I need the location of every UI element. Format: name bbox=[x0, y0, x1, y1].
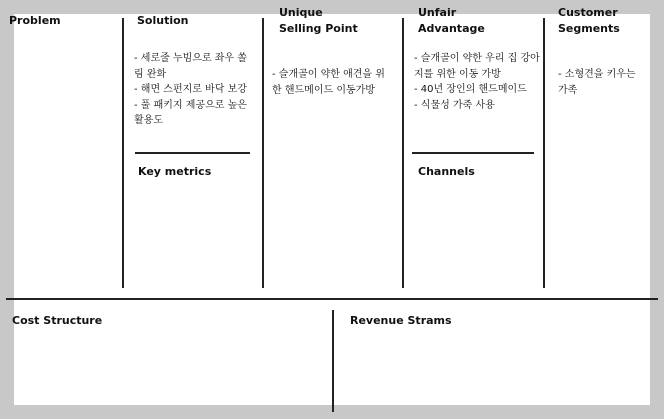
divider-bottom-section bbox=[6, 298, 658, 300]
solution-list bbox=[134, 51, 254, 129]
divider-key-metrics bbox=[135, 152, 250, 154]
divider-problem-solution bbox=[122, 18, 124, 288]
solution-item: - 풀 패키지 제공으로 높은 활용도 bbox=[134, 99, 247, 127]
solution-item: - 해면 스펀지로 바닥 보강 bbox=[134, 84, 247, 96]
usp-title bbox=[279, 5, 358, 37]
unfair-advantage-list bbox=[414, 51, 540, 113]
unfair-advantage-item: - 식물성 가죽 사용 bbox=[414, 99, 495, 111]
unfair-advantage-item: - 슬개골이 약한 우리 집 강아지를 위한 이동 가방 bbox=[414, 53, 540, 80]
problem-title: Problem bbox=[9, 14, 61, 27]
customer-segments-title-line2: Segments bbox=[558, 22, 620, 35]
divider-usp-advantage bbox=[402, 18, 404, 288]
unfair-advantage-title-line1: Unfair bbox=[418, 6, 457, 19]
solution-item: - 세로줄 누빔으로 좌우 쏠림 완화 bbox=[134, 53, 247, 80]
unfair-advantage-item: - 40년 장인의 핸드메이드 bbox=[414, 84, 527, 96]
customer-segments-item: - 소형견을 키우는 가족 bbox=[558, 69, 636, 96]
divider-cost-revenue bbox=[332, 310, 334, 412]
unfair-advantage-title-line2: Advantage bbox=[418, 22, 485, 35]
usp-item: - 슬개골이 약한 애견을 위한 핸드메이드 이동가방 bbox=[272, 69, 385, 96]
divider-channels bbox=[412, 152, 534, 154]
key-metrics-title: Key metrics bbox=[138, 165, 212, 178]
usp-list bbox=[272, 67, 392, 98]
usp-title-line2: Selling Point bbox=[279, 22, 358, 35]
unfair-advantage-title bbox=[418, 5, 485, 37]
customer-segments-title bbox=[558, 5, 620, 37]
revenue-streams-title: Revenue Strams bbox=[350, 314, 452, 327]
solution-title: Solution bbox=[137, 14, 189, 27]
customer-segments-list bbox=[558, 67, 648, 98]
customer-segments-title-line1: Customer bbox=[558, 6, 618, 19]
cost-structure-title: Cost Structure bbox=[12, 314, 103, 327]
divider-solution-usp bbox=[262, 18, 264, 288]
divider-advantage-segments bbox=[543, 18, 545, 288]
usp-title-line1: Unique bbox=[279, 6, 323, 19]
channels-title: Channels bbox=[418, 165, 475, 178]
